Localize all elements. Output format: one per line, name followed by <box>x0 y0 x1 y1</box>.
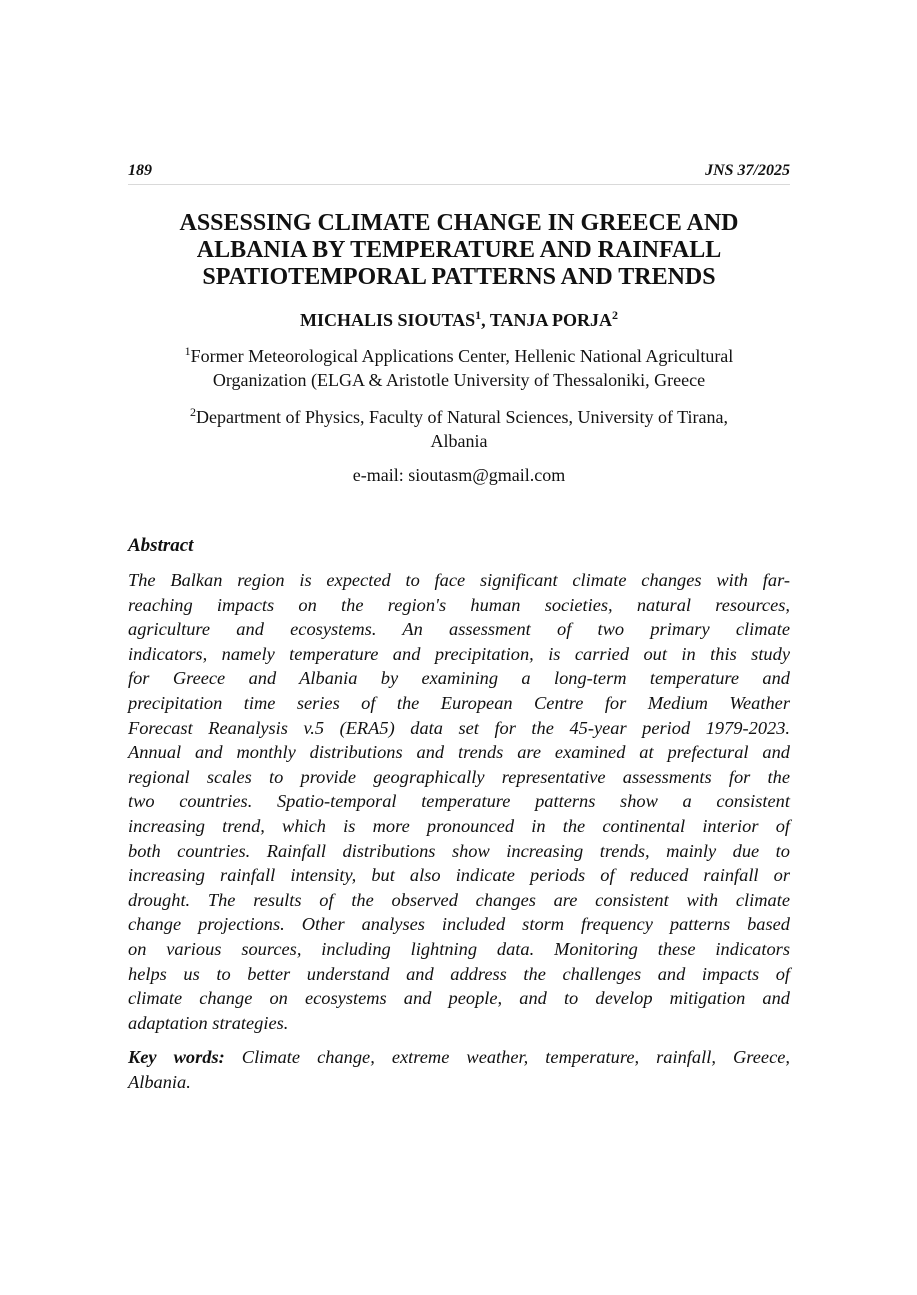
abstract-line: Forecast Reanalysis v.5 (ERA5) data set for the 45-year period 1979-2023. <box>128 717 790 738</box>
affiliation-marker: 2 <box>190 405 197 419</box>
author-name: TANJA PORJA <box>489 310 613 330</box>
affiliation-marker: 1 <box>475 308 482 322</box>
abstract-line: for Greece and Albania by examining a long-term temperature and <box>128 668 790 689</box>
keywords-line <box>128 1045 790 1070</box>
abstract-line: climate change on ecosystems and people, and to develop mitigation and <box>128 988 790 1009</box>
abstract-line: change projections. Other analyses included storm frequency patterns based <box>128 914 790 935</box>
affiliation-line: Albania <box>430 431 488 451</box>
abstract-line: The Balkan region is expected to face significant climate changes with far- <box>128 570 790 590</box>
abstract-line: reaching impacts on the region's human societies, natural resources, <box>128 594 790 615</box>
keywords-line: Albania. <box>128 1071 191 1092</box>
affiliation <box>128 405 790 453</box>
abstract-line: helps us to better understand and address the challenges and impacts of <box>128 963 790 984</box>
abstract-line: two countries. Spatio-temporal temperature patterns show a consistent <box>128 791 790 812</box>
title-line: ALBANIA BY TEMPERATURE AND RAINFALL <box>196 237 722 263</box>
paper-title <box>128 210 790 291</box>
abstract-line: on various sources, including lightning data. Monitoring these indicators <box>128 938 790 959</box>
abstract-line: indicators, namely temperature and precipitation, is carried out in this study <box>128 643 790 664</box>
paper-page <box>128 0 790 1295</box>
affiliation-text: Department of Physics, Faculty of Natural Sciences, University of Tirana, <box>196 407 728 427</box>
author-list <box>128 308 790 332</box>
keywords <box>128 1045 790 1094</box>
affiliation <box>128 344 790 392</box>
abstract-line: both countries. Rainfall distributions show increasing trends, mainly due to <box>128 840 790 861</box>
abstract-line: drought. The results of the observed changes are consistent with climate <box>128 889 790 910</box>
title-line: ASSESSING CLIMATE CHANGE IN GREECE AND <box>179 210 739 236</box>
keywords-label: Key words <box>128 1047 219 1067</box>
page-number: 189 <box>128 162 152 179</box>
author-separator: , <box>481 310 490 330</box>
abstract-text <box>128 568 790 1035</box>
abstract-heading: Abstract <box>128 535 194 556</box>
journal-issue: JNS 37/2025 <box>705 162 790 179</box>
affiliation-text: Former Meteorological Applications Center, Hellenic National Agricultural <box>190 346 734 366</box>
abstract-line: increasing trend, which is more pronounced in the continental interior of <box>128 815 790 836</box>
affiliation-marker: 2 <box>612 308 619 322</box>
abstract-line: regional scales to provide geographically representative assessments for the <box>128 766 790 787</box>
author-name: MICHALIS SIOUTAS <box>299 310 476 330</box>
keywords-text: Climate change, extreme weather, temperature, rainfall, Greece, <box>224 1047 790 1067</box>
affiliation-marker: 1 <box>184 344 191 358</box>
affiliation-line <box>128 405 790 429</box>
abstract-line: precipitation time series of the European Centre for Medium Weather <box>128 692 790 713</box>
affiliation-line <box>128 344 790 368</box>
abstract-line: adaptation strategies. <box>128 1012 289 1033</box>
keywords-colon: : <box>218 1047 225 1067</box>
contact-email: e-mail: sioutasm@gmail.com <box>352 465 566 485</box>
abstract-line: agriculture and ecosystems. An assessment of two primary climate <box>128 619 790 640</box>
abstract-line: Annual and monthly distributions and trends are examined at prefectural and <box>128 742 790 763</box>
title-line: SPATIOTEMPORAL PATTERNS AND TRENDS <box>202 264 716 290</box>
affiliation-line: Organization (ELGA & Aristotle University of Thessaloniki, Greece <box>212 370 706 390</box>
abstract-line: increasing rainfall intensity, but also indicate periods of reduced rainfall or <box>128 865 790 886</box>
running-header <box>128 160 790 185</box>
